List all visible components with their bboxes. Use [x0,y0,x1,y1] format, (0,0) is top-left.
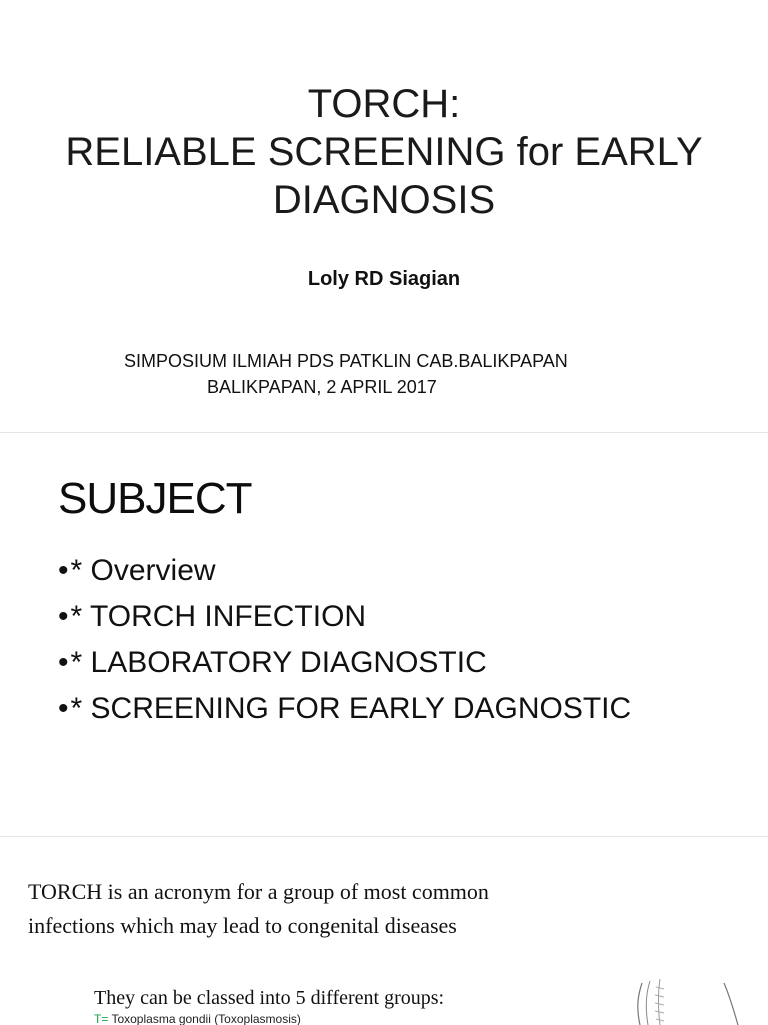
title-slide [0,0,768,432]
list-item [58,640,631,686]
fetus-sketch-illustration [620,977,768,1025]
list-item-text: * LABORATORY DIAGNOSTIC [70,646,487,679]
acronym-description [28,875,489,943]
list-item-text: * TORCH INFECTION [70,600,367,633]
list-item-text: * SCREENING FOR EARLY DAGNOSTIC [70,692,632,725]
bullet-icon: • [58,692,69,725]
list-item [58,548,631,594]
group-letter: T= [94,1012,109,1025]
slide-title [40,80,728,224]
list-item [58,594,631,640]
subject-heading: SUBJECT [58,474,252,523]
title-line-1: TORCH: [307,82,461,126]
title-line-3: DIAGNOSIS [272,178,496,222]
acronym-line-2: infections which may lead to congenital diseases [28,913,457,938]
title-line-2: RELIABLE SCREENING for EARLY [65,130,703,174]
bullet-icon: • [58,646,69,679]
bullet-icon: • [58,554,69,587]
groups-heading: They can be classed into 5 different groups: [94,987,445,1009]
event-date: BALIKPAPAN, 2 APRIL 2017 [207,377,437,397]
group-item [94,1012,301,1025]
acronym-line-1: TORCH is an acronym for a group of most common [28,879,489,904]
subject-list [58,548,631,732]
author-name: Loly RD Siagian [307,268,461,290]
list-item [58,686,631,732]
bullet-icon: • [58,600,69,633]
subject-slide [0,432,768,837]
group-text: Toxoplasma gondii (Toxoplasmosis) [108,1012,301,1025]
acronym-slide [0,836,768,1025]
list-item-text: * Overview [70,554,216,587]
event-name: SIMPOSIUM ILMIAH PDS PATKLIN CAB.BALIKPAPAN [124,351,568,371]
